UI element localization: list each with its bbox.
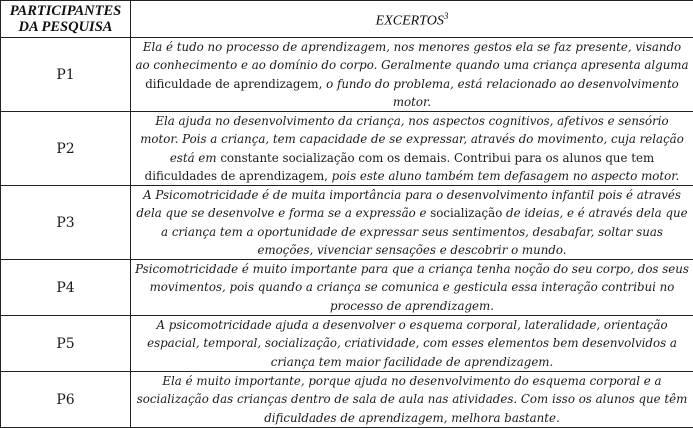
table-row bbox=[1, 316, 693, 372]
participant-cell: P6 bbox=[1, 372, 131, 428]
excerpt-text-upright: socialização bbox=[430, 206, 503, 221]
excerpts-header-label: EXCERTOS bbox=[375, 13, 444, 29]
excerpt-text: A Psicomotricidade é de muita importância para o desenvolvimento infantil pois é através dela que se desenvolve e forma se a expressão e bbox=[136, 188, 681, 221]
excerpt-text-upright: constante socialização com os demais. Contribui para os alunos que tem dificuldades de aprendizagem, bbox=[144, 150, 655, 183]
table-row bbox=[1, 260, 693, 316]
table-row bbox=[1, 372, 693, 428]
participant-cell: P2 bbox=[1, 112, 131, 186]
excerpt-cell bbox=[131, 186, 693, 260]
excerpt-text: o fundo do problema, está relacionado ao desenvolvimento motor. bbox=[322, 76, 679, 109]
participants-header-line1: PARTICIPANTES bbox=[9, 3, 122, 19]
excerpt-cell: Ela é muito importante, porque ajuda no desenvolvimento do esquema corporal e a socialização das crianças dentro de sala de aula nas atividades. Com isso os alunos que têm dificuldades de aprendizagem, melhora bastante. bbox=[131, 372, 693, 428]
participant-cell: P3 bbox=[1, 186, 131, 260]
table-row bbox=[1, 112, 693, 186]
footnote-marker: 3 bbox=[443, 11, 449, 22]
table-row bbox=[1, 186, 693, 260]
excerpt-text-upright: dificuldade de aprendizagem, bbox=[145, 76, 323, 91]
excerpt-text: Ela ajuda no desenvolvimento da criança, nos aspectos cognitivos, afetivos e sensório motor. Pois a criança, tem capacidade de se expressar, através do movimento, cuja relação está em bbox=[140, 114, 684, 165]
participants-header-line2: DA PESQUISA bbox=[18, 19, 113, 35]
participant-cell: P4 bbox=[1, 260, 131, 316]
header-row bbox=[1, 1, 693, 38]
table-row bbox=[1, 38, 693, 112]
participants-header bbox=[1, 1, 131, 38]
excerpt-text: de ideias, e é através dela que a criança tem a oportunidade de expressar seus sentimentos, desabafar, soltar suas emoções, vivenciar sensações e descobrir o mundo. bbox=[161, 206, 688, 257]
excerpt-cell bbox=[131, 38, 693, 112]
excerpts-header bbox=[131, 1, 693, 38]
participant-cell: P5 bbox=[1, 316, 131, 372]
excerpt-cell: A psicomotricidade ajuda a desenvolver o esquema corporal, lateralidade, orientação espacial, temporal, socialização, criatividade, com esses elementos bem desenvolvidos a criança tem maior facilidade de aprendizagem. bbox=[131, 316, 693, 372]
participant-cell: P1 bbox=[1, 38, 131, 112]
excerpt-cell bbox=[131, 112, 693, 186]
excerpt-text: pois este aluno também tem defasagem no aspecto motor. bbox=[327, 168, 680, 183]
excerpt-text: Ela é tudo no processo de aprendizagem, nos menores gestos ela se faz presente, visando ao conhecimento e ao domínio do corpo. Geralmente quando uma criança apresenta alguma bbox=[135, 40, 689, 73]
excerpt-cell: Psicomotricidade é muito importante para que a criança tenha noção do seu corpo, dos seus movimentos, pois quando a criança se comunica e gesticula essa interação contribui no processo de aprendizagem. bbox=[131, 260, 693, 316]
